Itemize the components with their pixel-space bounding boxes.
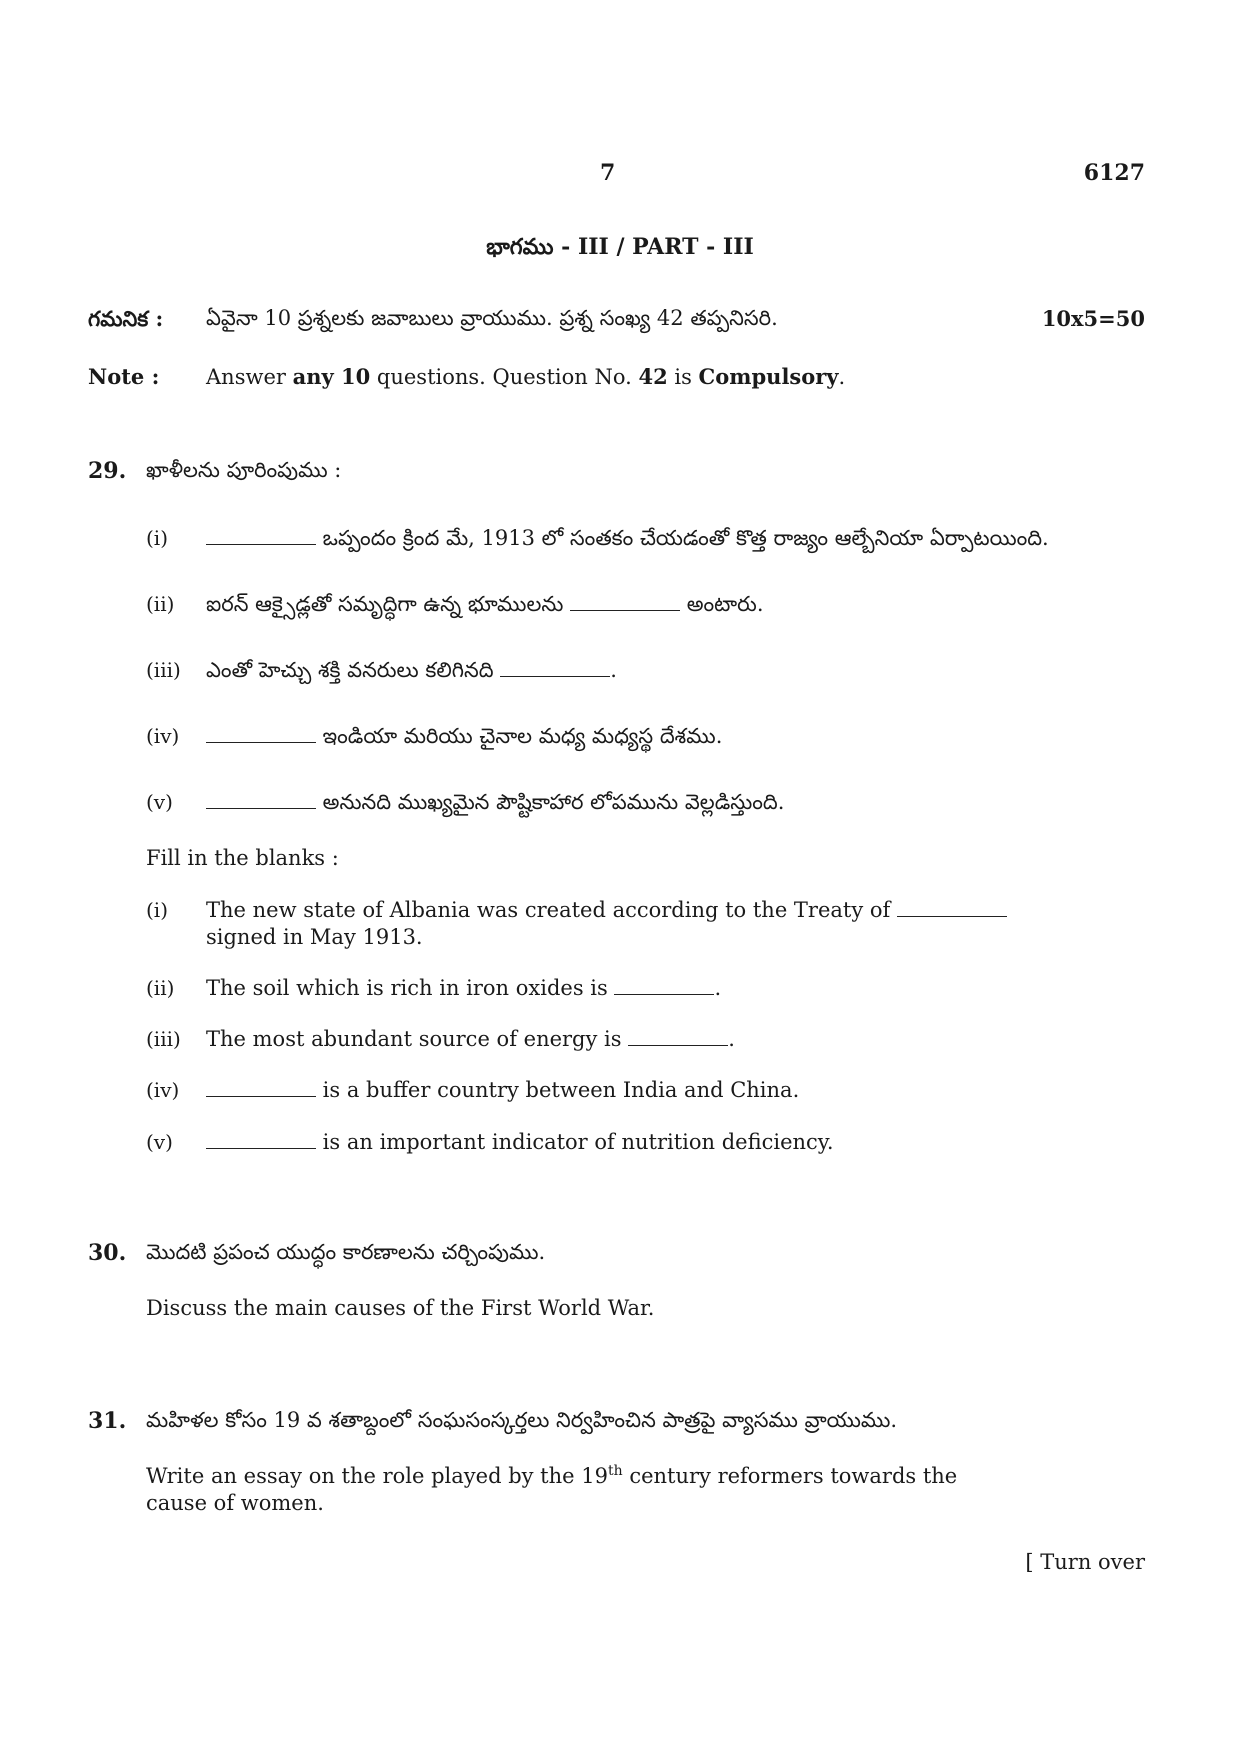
question-31-telugu: మహిళల కోసం 19 వ శతాబ్దంలో సంఘసంస్కర్తలు నిర్వహించిన పాత్రపై వ్యాసము వ్రాయుము.	[146, 1408, 898, 1432]
answer-blank	[206, 530, 316, 545]
telugu-note-text: ఏవైనా 10 ప్రశ్నలకు జవాబులు వ్రాయుము. ప్రశ్న సంఖ్య 42 తప్పనిసరి.	[206, 306, 778, 330]
note-label: Note :	[88, 364, 160, 389]
q29-telugu-item-num: (i)	[146, 526, 169, 550]
turn-over-note: [ Turn over	[1025, 1550, 1145, 1574]
answer-blank	[614, 980, 714, 995]
q29-english-item-num: (iv)	[146, 1078, 180, 1102]
q29-english-item: The most abundant source of energy is .	[206, 1027, 735, 1051]
answer-blank	[206, 728, 316, 743]
question-30-number: 30.	[88, 1240, 127, 1266]
q29-english-item-num: (v)	[146, 1130, 173, 1154]
telugu-note-label: గమనిక :	[88, 306, 164, 331]
question-31-english: Write an essay on the role played by the 19th century reformers towards the	[146, 1463, 958, 1488]
page-number: 7	[600, 160, 616, 186]
marks-scheme: 10x5=50	[1041, 306, 1145, 331]
question-29-telugu-title: ఖాళీలను పూరింపుము :	[146, 458, 342, 482]
q29-english-item: is a buffer country between India and China.	[206, 1078, 799, 1102]
note-text: Answer any 10 questions. Question No. 42 is Compulsory.	[206, 364, 846, 389]
q29-telugu-item: ఒప్పందం క్రింద మే, 1913 లో సంతకం చేయడంతో కొత్త రాజ్యం ఆల్బేనియా ఏర్పాటయింది.	[206, 526, 1049, 556]
question-31-number: 31.	[88, 1408, 127, 1434]
answer-blank	[500, 662, 610, 677]
q29-english-item: The soil which is rich in iron oxides is .	[206, 976, 722, 1000]
question-30-english: Discuss the main causes of the First World War.	[146, 1296, 655, 1320]
q29-english-item-continuation: signed in May 1913.	[206, 925, 423, 949]
q29-english-item-num: (iii)	[146, 1027, 181, 1051]
part-title: భాగము - III / PART - III	[486, 234, 754, 260]
question-29-number: 29.	[88, 458, 127, 484]
q29-english-item-num: (ii)	[146, 976, 175, 1000]
answer-blank	[206, 1082, 316, 1097]
answer-blank	[897, 902, 1007, 917]
question-29-english-title: Fill in the blanks :	[146, 846, 339, 870]
question-30-telugu: మొదటి ప్రపంచ యుద్ధం కారణాలను చర్చింపుము.	[146, 1240, 546, 1264]
q29-english-item-num: (i)	[146, 898, 169, 922]
q29-telugu-item-num: (iv)	[146, 724, 180, 748]
q29-telugu-item: అనునది ముఖ్యమైన పౌష్టికాహార లోపమును వెల్లడిస్తుంది.	[206, 790, 784, 820]
answer-blank	[206, 1134, 316, 1149]
paper-code: 6127	[1083, 160, 1145, 186]
answer-blank	[570, 596, 680, 611]
q29-telugu-item-num: (ii)	[146, 592, 175, 616]
q29-telugu-item-num: (iii)	[146, 658, 181, 682]
answer-blank	[628, 1031, 728, 1046]
question-31-english-continuation: cause of women.	[146, 1491, 324, 1515]
q29-english-item: The new state of Albania was created according to the Treaty of	[206, 898, 1007, 922]
q29-telugu-item: ఎంతో హెచ్చు శక్తి వనరులు కలిగినది .	[206, 658, 617, 682]
q29-telugu-item: ఇండియా మరియు చైనాల మధ్య మధ్యస్థ దేశము.	[206, 724, 722, 754]
answer-blank	[206, 794, 316, 809]
q29-telugu-item-num: (v)	[146, 790, 173, 814]
q29-telugu-item: ఐరన్ ఆక్సైడ్లతో సమృద్ధిగా ఉన్న భూములను అంటారు.	[206, 592, 764, 616]
q29-english-item: is an important indicator of nutrition deficiency.	[206, 1130, 834, 1154]
